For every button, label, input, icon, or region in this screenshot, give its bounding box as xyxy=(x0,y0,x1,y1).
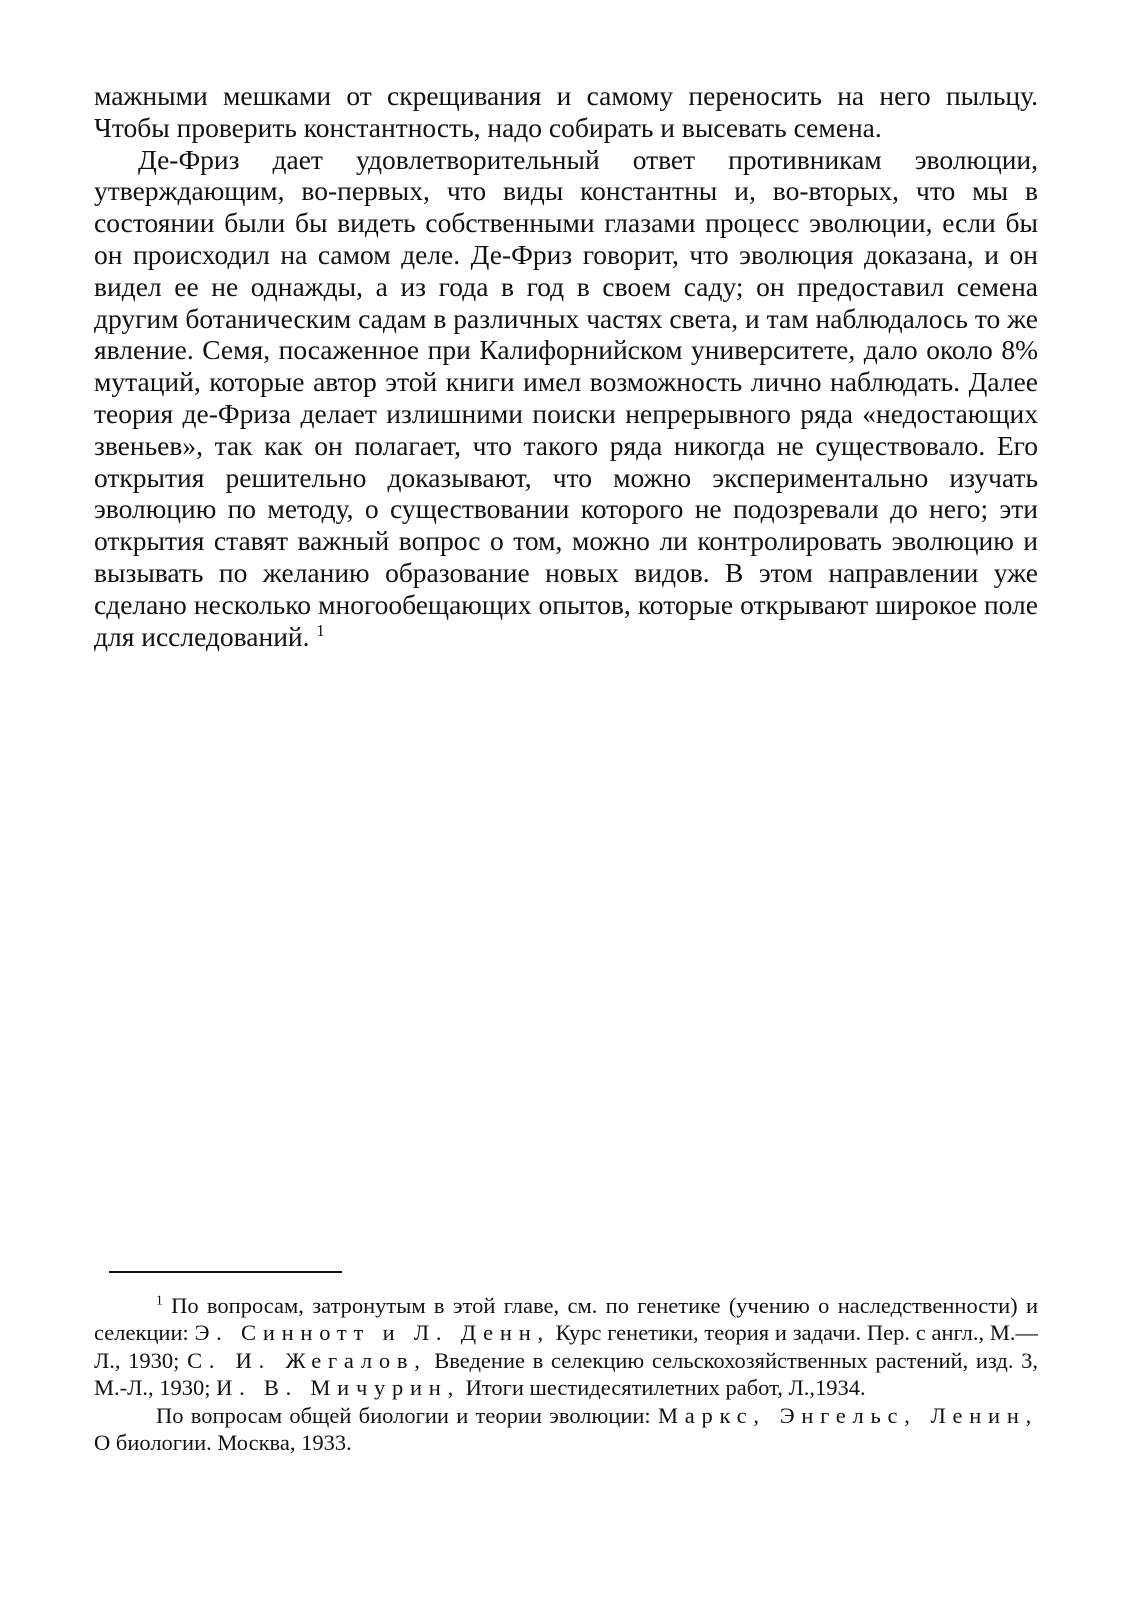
paragraph-de-vries-text: Де-Фриз дает удовлетворительный ответ противникам эволюции, утверждающим, во-первых, что виды константны и, во-вторых, что мы в состоянии были бы видеть собственными глазами процесс эволюции, если бы он происходил на самом деле. Де-Фриз говорит, что эволюция доказана, и он видел ее не однажды, а из года в год в своем саду; он предоставил семена другим ботаническим садам в различных частях света, и там наблюдалось то же явление. Семя, посаженное при Калифорнийском университете, дало около 8% мутаций, которые автор этой книги имел возможность лично наблюдать. Далее теория де-Фриза делает излишними поиски непрерывного ряда «недостающих звеньев», так как он полагает, что такого ряда никогда не существовало. Его открытия решительно доказывают, что можно экспериментально изучать эволюцию по методу, о существовании которого не подозревали до него; эти открытия ставят важный вопрос о том, можно ли контролировать эволюцию и вызывать по желанию образование новых видов. В этом направлении уже сделано несколько многообещающих опытов, которые открывают широкое поле для исследований. xyxy=(94,143,1038,652)
footnote-1-authors-1: Э. Синнотт и Л. Денн, xyxy=(194,1320,550,1346)
paragraph-de-vries xyxy=(94,144,1038,653)
paragraph-continuation: мажными мешками от скрещивания и самому переносить на него пыльцу. Чтобы проверить константность, надо собирать и высевать семена. xyxy=(94,80,1038,143)
footnote-2-text-2: О биологии. Москва, 1933. xyxy=(94,1430,352,1456)
footnote-1-authors-2: С. И. Жегалов, xyxy=(187,1347,427,1373)
main-text xyxy=(94,80,1038,652)
footnote-1-text-1: По вопросам, затронутым в этой главе, см. по генетике (учению о наследственности) и селекции: xyxy=(94,1293,1038,1346)
footnotes xyxy=(94,1292,1038,1456)
footnote-1-text-4: Итоги шестидесятилетних работ, Л.,1934. xyxy=(465,1375,866,1401)
footnote-reference: 1 xyxy=(316,620,325,640)
footnote-2-text-1: По вопросам общей биологии и теории эволюции: xyxy=(156,1402,651,1428)
footnote-divider xyxy=(109,1271,342,1273)
footnote-1-authors-3: И. В. Мичурин, xyxy=(216,1375,460,1401)
footnote-1-mark: 1 xyxy=(156,1292,163,1308)
footnote-2 xyxy=(94,1402,1038,1457)
footnote-1-text-3: Введение в селекцию сельскохозяйственных растений, изд. 3, М.-Л., 1930; xyxy=(94,1347,1039,1401)
footnote-1-text-2: Курс генетики, теория и задачи. Пер. с англ., М.—Л., 1930; xyxy=(94,1320,1039,1373)
footnote-2-authors: Маркс, Энгельс, Ленин, xyxy=(657,1402,1039,1428)
footnote-1 xyxy=(94,1292,1038,1402)
